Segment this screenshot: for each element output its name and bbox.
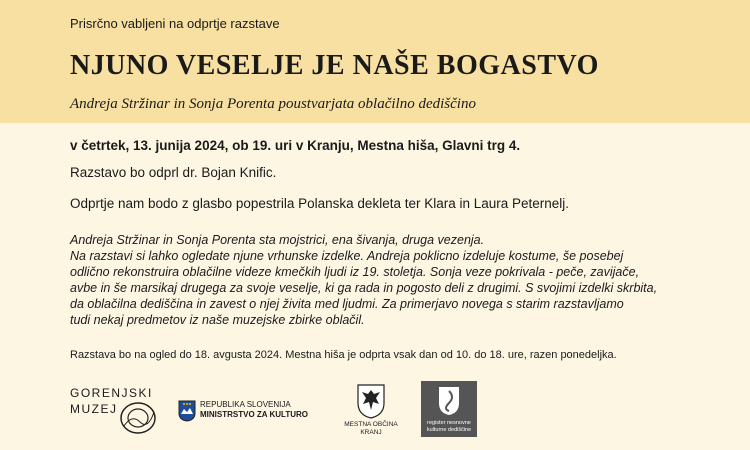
slovenian-coat-of-arms-icon	[178, 400, 196, 422]
logo-text: KRANJ	[360, 429, 382, 436]
event-date-location: v četrtek, 13. junija 2024, ob 19. uri v Kranju, Mestna hiša, Glavni trg 4.	[70, 138, 521, 153]
logo-text: MINISTRSTVO ZA KULTURO	[200, 410, 308, 419]
logo-text: MUZEJ	[70, 402, 118, 416]
republika-slovenija-logo	[178, 398, 328, 428]
invitation-line: Prisrčno vabljeni na odprtje razstave	[70, 16, 280, 31]
description-line: Andreja Stržinar in Sonja Porenta sta mojstrici, ena šivanja, druga vezenja.	[70, 233, 485, 247]
heritage-register-icon	[437, 385, 461, 417]
logo-text: register nesnovne	[427, 420, 471, 426]
museum-emblem-icon	[118, 398, 158, 438]
mestna-obcina-kranj-logo	[340, 383, 402, 439]
description-line: da oblačilna dediščina in zavest o njej živita med ljudmi. Za primerjavo novega s starim razstavljamo	[70, 297, 624, 311]
description	[70, 232, 670, 328]
description-line: Na razstavi si lahko ogledate njune vrhunske izdelke. Andreja poklicno izdeluje kostume, še posebej	[70, 249, 624, 263]
kranj-eagle-icon	[356, 383, 386, 419]
gorenjski-muzej-logo	[70, 386, 160, 438]
exhibition-title: NJUNO VESELJE JE NAŠE BOGASTVO	[70, 50, 599, 81]
logo-text: kulturne dediščine	[426, 427, 472, 433]
register-dediscine-logo	[421, 381, 477, 437]
description-line: avbe in še marsikaj drugega za svoje veselje, ki ga rada in pogosto deli z drugimi. S svojimi izdelki skrbita,	[70, 281, 658, 295]
description-line: odlično rekonstruira oblačilne videze kmečkih ljudi iz 19. stoletja. Sonja veze pokrivala - peče, zavijače,	[70, 265, 640, 279]
opener-text: Razstavo bo odprl dr. Bojan Knific.	[70, 165, 277, 180]
logo-text: MESTNA OBČINA	[344, 421, 398, 428]
description-line: tudi nekaj predmetov iz naše muzejske zbirke oblačil.	[70, 313, 365, 327]
opening-hours: Razstava bo na ogled do 18. avgusta 2024. Mestna hiša je odprta vsak dan od 10. do 18. ure, razen ponedeljka.	[70, 349, 617, 361]
header-band	[0, 0, 750, 123]
exhibition-subtitle: Andreja Stržinar in Sonja Porenta poustvarjata oblačilno dediščino	[70, 96, 476, 112]
logo-text: GORENJSKI	[70, 386, 153, 400]
music-text: Odprtje nam bodo z glasbo popestrila Polanska dekleta ter Klara in Laura Peternelj.	[70, 196, 570, 211]
logo-text: REPUBLIKA SLOVENIJA	[200, 400, 291, 409]
